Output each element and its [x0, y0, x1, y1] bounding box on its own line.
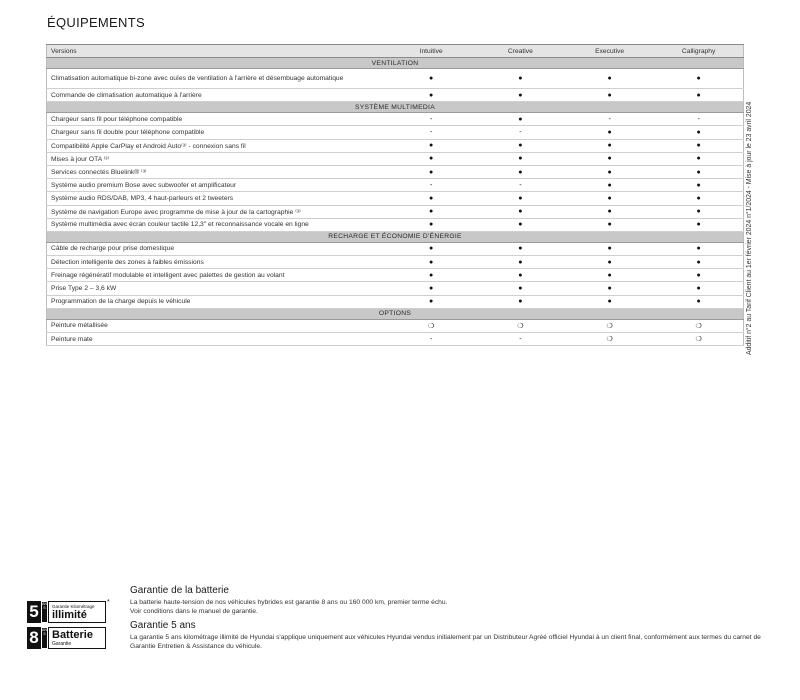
table-header-row: [47, 45, 744, 58]
badge-big-text: Batterie: [52, 629, 93, 641]
availability-cell: ❍: [565, 333, 654, 346]
table-row: [47, 295, 744, 308]
table-row: [47, 205, 744, 218]
availability-cell: ●: [387, 139, 476, 152]
versions-header: Versions: [47, 45, 387, 58]
feature-label: Chargeur sans fil double pour téléphone compatible: [47, 126, 387, 139]
table-row: [47, 218, 744, 231]
table-row: [47, 139, 744, 152]
badge-box: [48, 601, 106, 623]
availability-cell: ❍: [654, 319, 743, 332]
availability-cell: ●: [387, 205, 476, 218]
feature-label: Compatibilité Apple CarPlay et Android Auto⁽³⁾ - connexion sans fil: [47, 139, 387, 152]
availability-cell: ❍: [476, 319, 565, 332]
availability-cell: ●: [654, 218, 743, 231]
availability-cell: ●: [476, 282, 565, 295]
availability-cell: -: [387, 179, 476, 192]
section-row: [47, 102, 744, 113]
table-row: [47, 165, 744, 178]
equipment-table: [46, 44, 744, 346]
badge-big-text: illimité: [52, 609, 87, 621]
availability-cell: ●: [654, 152, 743, 165]
column-header-calligraphy: Calligraphy: [654, 45, 743, 58]
badge-asterisk: *: [107, 599, 110, 606]
availability-cell: ●: [565, 218, 654, 231]
availability-cell: ●: [387, 165, 476, 178]
battery-warranty-title: Garantie de la batterie: [130, 585, 229, 596]
table-row: [47, 89, 744, 102]
badge-ans-label: ANS: [42, 628, 47, 648]
section-row: [47, 231, 744, 242]
feature-label: Mises à jour OTA ⁽³⁾: [47, 152, 387, 165]
availability-cell: ●: [654, 165, 743, 178]
section-row: [47, 58, 744, 69]
availability-cell: ●: [387, 242, 476, 255]
availability-cell: ●: [654, 256, 743, 269]
availability-cell: ●: [654, 192, 743, 205]
feature-label: Système audio RDS/DAB, MP3, 4 haut-parleurs et 2 tweeters: [47, 192, 387, 205]
section-title: SYSTÈME MULTIMEDIA: [47, 102, 744, 113]
table-row: [47, 69, 744, 89]
feature-label: Système de navigation Europe avec programme de mise à jour de la cartographie ⁽³⁾: [47, 205, 387, 218]
availability-cell: ●: [387, 89, 476, 102]
availability-cell: ❍: [565, 319, 654, 332]
availability-cell: ●: [387, 192, 476, 205]
feature-label: Peinture métallisée: [47, 319, 387, 332]
availability-cell: -: [387, 113, 476, 126]
table-row: [47, 152, 744, 165]
availability-cell: ●: [387, 282, 476, 295]
availability-cell: ●: [387, 69, 476, 89]
availability-cell: ●: [654, 269, 743, 282]
feature-label: Détection intelligente des zones à faibles émissions: [47, 256, 387, 269]
availability-cell: ●: [654, 242, 743, 255]
availability-cell: ●: [654, 205, 743, 218]
section-title: OPTIONS: [47, 308, 744, 319]
page-title: ÉQUIPEMENTS: [47, 15, 145, 30]
availability-cell: ●: [476, 139, 565, 152]
side-note: Additif n°2 au Tarif Client au 1er février 2024 n°1/2024 - Mise à jour le 23 avril 2024: [746, 101, 753, 355]
battery-warranty-text: [130, 599, 780, 616]
table-row: [47, 242, 744, 255]
availability-cell: ●: [654, 282, 743, 295]
column-header-executive: Executive: [565, 45, 654, 58]
availability-cell: ●: [565, 242, 654, 255]
table-row: [47, 269, 744, 282]
badge-box: [48, 627, 106, 649]
availability-cell: ●: [654, 179, 743, 192]
availability-cell: ●: [476, 205, 565, 218]
availability-cell: ●: [476, 69, 565, 89]
badge-number: 8: [27, 627, 41, 649]
feature-label: Services connectés Bluelink® ⁽³⁾: [47, 165, 387, 178]
availability-cell: -: [565, 113, 654, 126]
feature-label: Programmation de la charge depuis le véhicule: [47, 295, 387, 308]
table-row: [47, 319, 744, 332]
table-body: [47, 58, 744, 346]
column-header-creative: Creative: [476, 45, 565, 58]
badge-8-years: [27, 627, 113, 649]
table-row: [47, 192, 744, 205]
availability-cell: ●: [476, 113, 565, 126]
availability-cell: ●: [565, 126, 654, 139]
availability-cell: ●: [476, 152, 565, 165]
table-row: [47, 256, 744, 269]
feature-label: Prise Type 2 – 3,6 kW: [47, 282, 387, 295]
availability-cell: ●: [476, 256, 565, 269]
badge-5-years: [27, 601, 113, 623]
table-row: [47, 113, 744, 126]
availability-cell: ❍: [387, 319, 476, 332]
availability-cell: ●: [565, 282, 654, 295]
five-year-warranty-text: La garantie 5 ans kilométrage illimité de Hyundai s'applique uniquement aux véhicules Hyundai vendus initialement par un Distributeur Agréé officiel Hyundai à un client final, conformément aux termes du carnet de Garantie Entretien & Assistance du véhicule.: [130, 634, 761, 651]
availability-cell: ●: [476, 192, 565, 205]
availability-cell: ●: [565, 205, 654, 218]
availability-cell: ●: [565, 165, 654, 178]
battery-warranty-line: La batterie haute-tension de nos véhicules hybrides est garantie 8 ans ou 160 000 km, premier terme échu.: [130, 599, 448, 606]
availability-cell: ●: [565, 256, 654, 269]
availability-cell: ●: [387, 152, 476, 165]
column-header-intuitive: Intuitive: [387, 45, 476, 58]
availability-cell: ●: [565, 139, 654, 152]
availability-cell: ●: [476, 242, 565, 255]
availability-cell: -: [476, 333, 565, 346]
section-row: [47, 308, 744, 319]
availability-cell: -: [476, 179, 565, 192]
warranty-info: [130, 585, 780, 656]
warranty-badges: [27, 601, 113, 653]
availability-cell: ●: [654, 126, 743, 139]
availability-cell: ❍: [654, 333, 743, 346]
availability-cell: ●: [387, 295, 476, 308]
badge-number: 5: [27, 601, 41, 623]
availability-cell: ●: [476, 218, 565, 231]
battery-warranty-line: Voir conditions dans le manuel de garantie.: [130, 607, 258, 615]
feature-label: Chargeur sans fil pour téléphone compatible: [47, 113, 387, 126]
badge-small-text: Garantie: [52, 641, 72, 647]
table-row: [47, 126, 744, 139]
five-year-warranty-title: Garantie 5 ans: [130, 620, 196, 632]
availability-cell: -: [387, 333, 476, 346]
availability-cell: ●: [565, 89, 654, 102]
availability-cell: ●: [654, 69, 743, 89]
feature-label: Climatisation automatique bi-zone avec ouïes de ventilation à l'arrière et désembuage automatique: [47, 69, 387, 89]
feature-label: Câble de recharge pour prise domestique: [47, 242, 387, 255]
availability-cell: ●: [565, 295, 654, 308]
badge-small-text: Garantie Kilométrage: [52, 604, 95, 609]
availability-cell: ●: [565, 152, 654, 165]
availability-cell: ●: [565, 179, 654, 192]
table-row: [47, 179, 744, 192]
feature-label: Commande de climatisation automatique à l'arrière: [47, 89, 387, 102]
availability-cell: -: [654, 113, 743, 126]
section-title: RECHARGE ET ÉCONOMIE D'ÉNERGIE: [47, 231, 744, 242]
feature-label: Système audio premium Bose avec subwoofer et amplificateur: [47, 179, 387, 192]
section-title: VENTILATION: [47, 58, 744, 69]
availability-cell: ●: [476, 295, 565, 308]
availability-cell: -: [387, 126, 476, 139]
availability-cell: -: [476, 126, 565, 139]
availability-cell: ●: [387, 269, 476, 282]
availability-cell: ●: [654, 89, 743, 102]
availability-cell: ●: [654, 139, 743, 152]
availability-cell: ●: [387, 256, 476, 269]
availability-cell: ●: [654, 295, 743, 308]
availability-cell: ●: [565, 269, 654, 282]
badge-ans-label: ANS: [42, 602, 47, 622]
availability-cell: ●: [476, 165, 565, 178]
availability-cell: ●: [476, 269, 565, 282]
availability-cell: ●: [476, 89, 565, 102]
feature-label: Peinture mate: [47, 333, 387, 346]
feature-label: Système multimédia avec écran couleur tactile 12,3" et reconnaissance vocale en ligne: [47, 218, 387, 231]
availability-cell: ●: [387, 218, 476, 231]
availability-cell: ●: [565, 69, 654, 89]
feature-label: Freinage régénératif modulable et intelligent avec palettes de gestion au volant: [47, 269, 387, 282]
availability-cell: ●: [565, 192, 654, 205]
table-row: [47, 282, 744, 295]
table-row: [47, 333, 744, 346]
